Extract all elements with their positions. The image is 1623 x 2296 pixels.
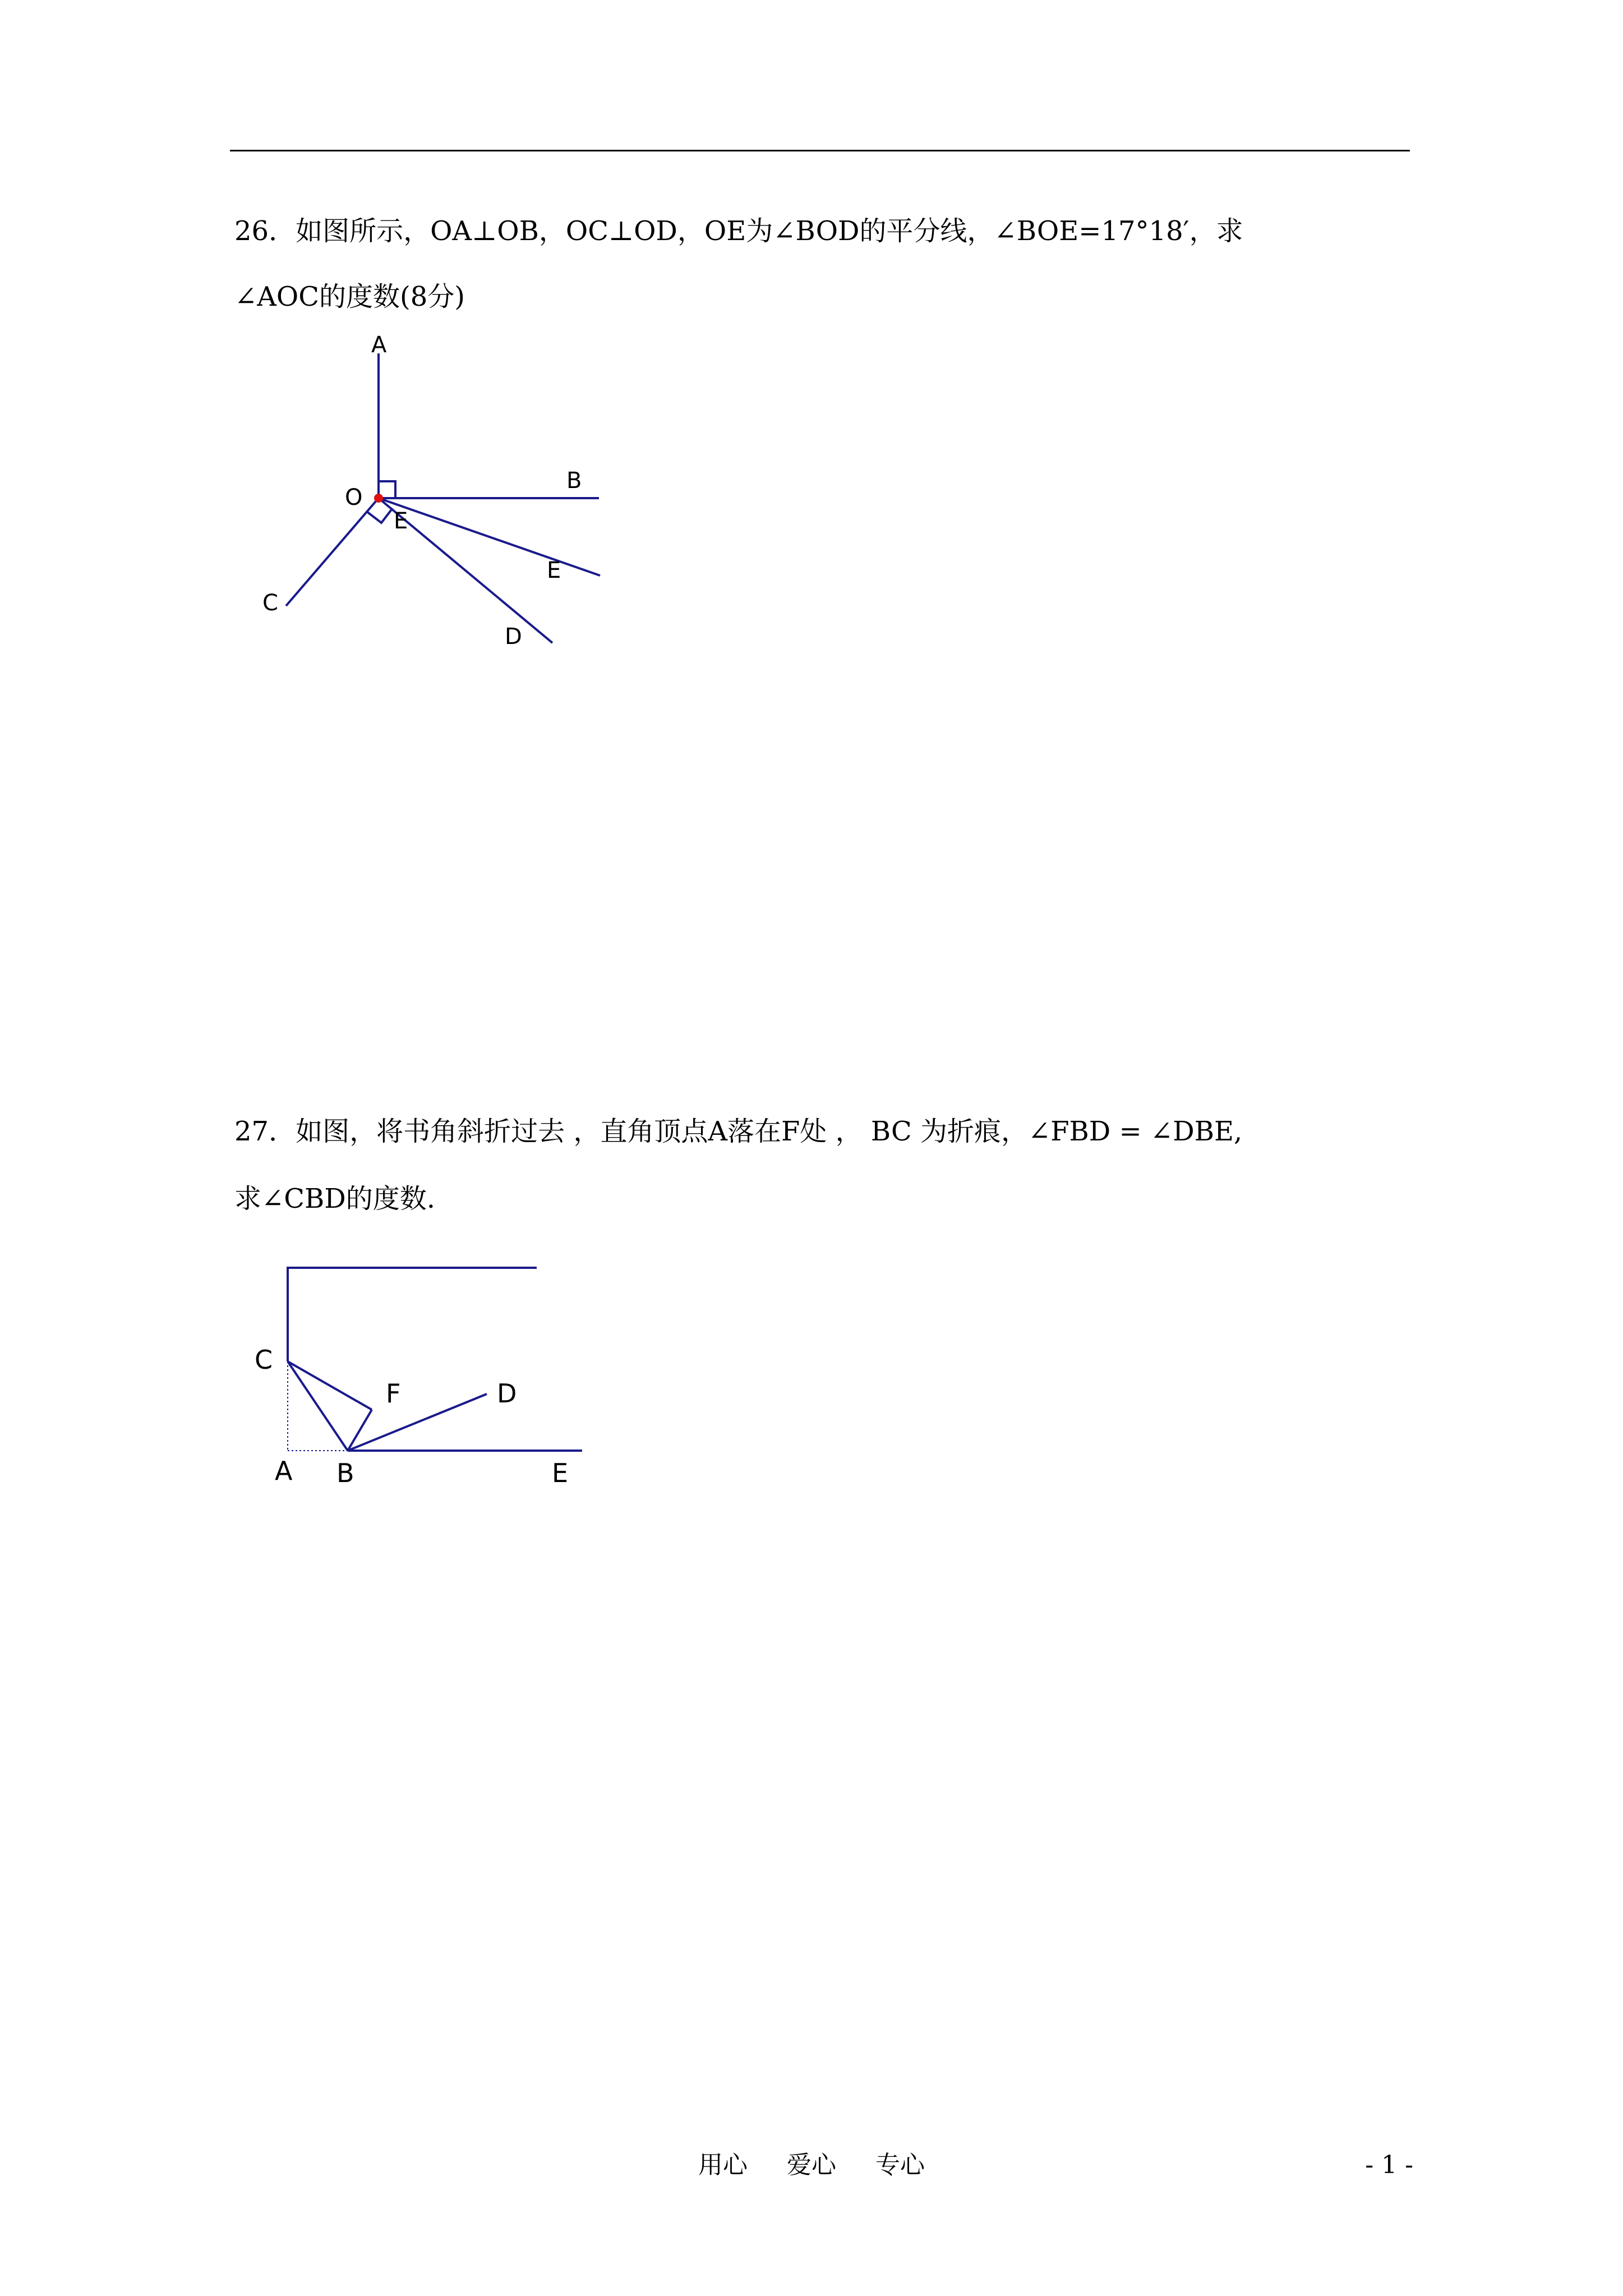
- ray-oc: [286, 498, 379, 606]
- label-c: C: [255, 1345, 273, 1375]
- question-27-line-2: 求∠CBD的度数.: [234, 1183, 435, 1214]
- label-f: F: [386, 1378, 401, 1409]
- question-26-line-2: ∠AOC的度数(8分): [234, 281, 465, 312]
- question-26-line-1: 26．如图所示，OA⊥OB，OC⊥OD，OE为∠BOD的平分线，∠BOE=17°18′，求: [234, 215, 1243, 247]
- label-e: E: [552, 1458, 569, 1488]
- footer-item-2: 爱心: [787, 2151, 836, 2179]
- question-27-line-1: 27．如图，将书角斜折过去 ，直角顶点A落在F处 ， BC 为折痕，∠FBD = ∠DBE,: [234, 1116, 1243, 1147]
- figure-27-svg: [241, 1251, 611, 1498]
- header-rule: [230, 150, 1410, 151]
- ray-bd: [348, 1394, 487, 1451]
- label-d: D: [497, 1378, 517, 1409]
- figure-27: [241, 1251, 611, 1498]
- segment-cf: [288, 1361, 372, 1410]
- book-edge-top-left: [288, 1268, 537, 1361]
- label-a: A: [371, 332, 387, 358]
- label-o: O: [345, 485, 363, 510]
- point-o: [374, 494, 383, 503]
- label-a: A: [275, 1456, 293, 1486]
- label-e: E: [547, 558, 561, 583]
- right-angle-mark-cod: [367, 508, 393, 523]
- page-number: - 1 -: [1365, 2151, 1413, 2179]
- label-d: D: [505, 624, 522, 650]
- figure-26: [247, 325, 628, 662]
- footer-item-1: 用心: [698, 2151, 748, 2179]
- footer-item-3: 专心: [875, 2151, 925, 2179]
- label-b: B: [336, 1458, 354, 1488]
- label-c: C: [262, 590, 278, 616]
- label-b: B: [566, 468, 582, 494]
- ray-oe: [379, 498, 600, 576]
- fold-line-cb: [288, 1361, 348, 1451]
- segment-fb: [348, 1410, 372, 1451]
- label-e-inner: E: [394, 508, 408, 534]
- figure-26-svg: [247, 325, 628, 662]
